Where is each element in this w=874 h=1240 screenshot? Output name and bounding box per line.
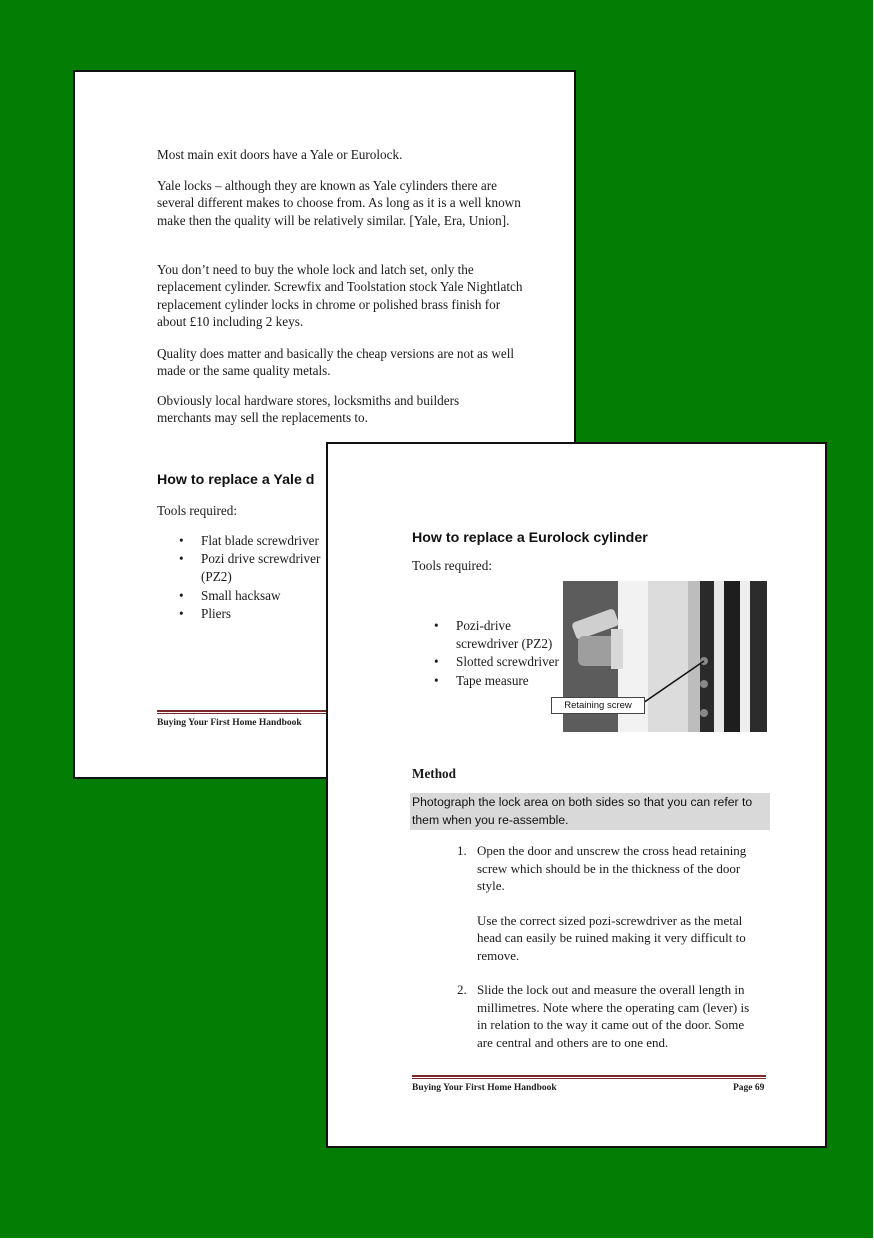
list-item: • Flat blade screwdriver — [157, 532, 327, 550]
footer-title: Buying Your First Home Handbook — [412, 1083, 557, 1093]
section-heading-eurolock: How to replace a Eurolock cylinder — [412, 530, 648, 546]
section-heading-yale: How to replace a Yale d — [157, 472, 315, 488]
step-number: 2. — [457, 982, 467, 997]
paragraph-yale-locks: Yale locks – although they are known as Yale cylinders there are several different makes to choose from. As long as it is a well known make then the quality will be relatively similar. [Yale, Era, Union]. — [157, 178, 521, 228]
paragraph-exit-doors: Most main exit doors have a Yale or Eurolock. — [157, 147, 403, 162]
retaining-screw-callout: Retaining screw — [551, 697, 645, 714]
page-number: Page 69 — [733, 1083, 765, 1093]
method-steps — [457, 842, 757, 1051]
list-item: • Pozi drive screwdriver (PZ2) — [157, 550, 327, 586]
list-item: • Small hacksaw — [157, 587, 327, 605]
footer-rule — [412, 1075, 766, 1079]
list-item: • Tape measure — [412, 672, 562, 690]
tools-list-eurolock — [412, 617, 562, 690]
list-item: • Pozi-drive screwdriver (PZ2) — [412, 617, 562, 653]
tools-required-label: Tools required: — [412, 558, 493, 573]
paragraph-replacement-cylinder: You don’t need to buy the whole lock and latch set, only the replacement cylinder. Screwfix and Toolstation stock Yale Nightlatch replacement cylinder locks in chrome or polished brass finish for about £10 including 2 keys. — [157, 262, 523, 330]
footer-title: Buying Your First Home Handbook — [157, 718, 302, 728]
list-item: • Pliers — [157, 605, 327, 623]
paragraph-hardware-stores: Obviously local hardware stores, locksmiths and builders merchants may sell the replacements to. — [157, 393, 460, 426]
step-text: Open the door and unscrew the cross head retaining screw which should be in the thickness of the door style. — [477, 843, 747, 893]
step-1 — [457, 842, 757, 964]
step-text: Slide the lock out and measure the overall length in millimetres. Note where the operating cam (lever) is in relation to the way it came out of the door. Some are central and others are to one end. — [477, 982, 750, 1050]
step-number: 1. — [457, 843, 467, 858]
paragraph-quality: Quality does matter and basically the cheap versions are not as well made or the same quality metals. — [157, 346, 515, 379]
step-note: Use the correct sized pozi-screwdriver as the metal head can easily be ruined making it very difficult to remove. — [477, 912, 746, 963]
note-photograph-lock: Photograph the lock area on both sides so that you can refer to them when you re-assemble. — [410, 793, 770, 830]
handbook-page-front — [326, 442, 827, 1148]
list-item: • Slotted screwdriver — [412, 653, 562, 671]
tools-required-label: Tools required: — [157, 503, 238, 518]
step-2 — [457, 981, 757, 1051]
method-heading: Method — [412, 766, 456, 781]
tools-list-yale — [157, 532, 327, 623]
